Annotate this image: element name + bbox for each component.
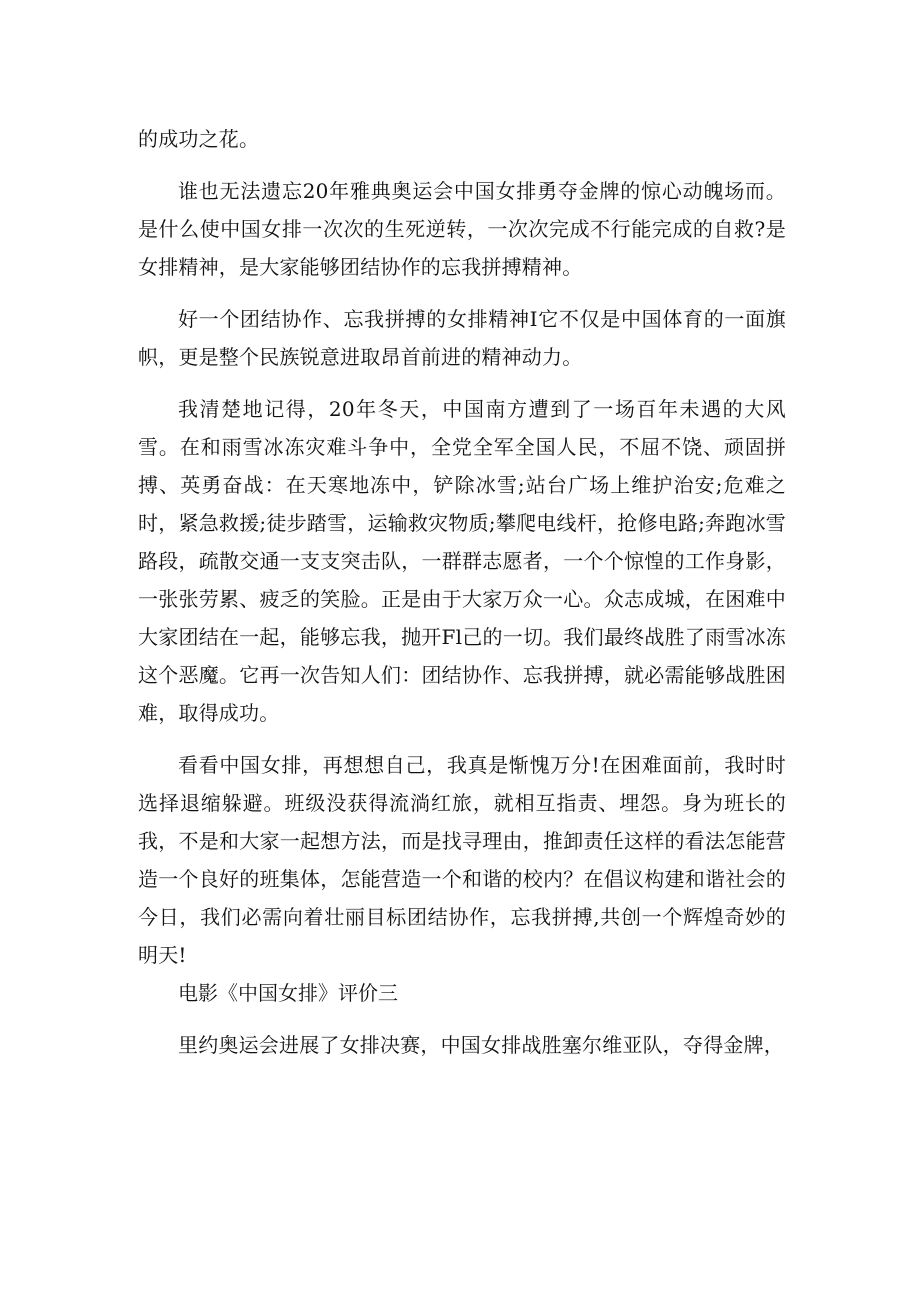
paragraph-reflection: 看看中国女排，再想想自己，我真是惭愧万分!在困难面前，我时时选择退缩躲避。班级没获得流淌红旅，就相互指责、埋怨。身为班长的我，不是和大家一起想方法，而是找寻理由，推卸责任这样的看法怎能营造一个良好的班集体，怎能营造一个和谐的校内？在倡议构建和谐社会的今日，我们必需向着壮丽目标团结协作，忘我拼搏,共创一个辉煌奇妙的明天! bbox=[138, 753, 786, 967]
paragraph-athens-olympics: 谁也无法遗忘20年雅典奥运会中国女排勇夺金牌的惊心动魄场而。是什么使中国女排一次次的生死逆转，一次次完成不行能完成的自救?是女排精神，是大家能够团结协作的忘我拼搏精神。 bbox=[138, 179, 786, 279]
paragraph-continuation: 的成功之花。 bbox=[138, 127, 260, 151]
paragraph-snowstorm: 我清楚地记得，20年冬天，中国南方遭到了一场百年未遇的大风雪。在和雨雪冰冻灾难斗争中，全党全军全国人民，不屈不饶、顽固拼搏、英勇奋战：在天寒地冻中，铲除冰雪;站台广场上维护治安;危难之时，紧急救援;徒步踏雪，运输救灾物质;攀爬电线杆，抢修电路;奔跑冰雪路段，疏散交通一支支突击队，一群群志愿者，一个个惊惶的工作身影，一张张劳累、疲乏的笑脸。正是由于大家万众一心。众志成城，在困难中大家团结在一起，能够忘我，抛开Fl己的一切。我们最终战胜了雨雪冰冻这个恶魔。它再一次告知人们：团结协作、忘我拼搏，就必需能够战胜困难，取得成功。 bbox=[138, 397, 786, 725]
paragraph-rio-olympics: 里约奥运会进展了女排决赛，中国女排战胜塞尔维亚队，夺得金牌， bbox=[178, 1033, 784, 1057]
paragraph-volleyball-spirit: 好一个团结协作、忘我拼搏的女排精神I它不仅是中国体育的一面旗帜，更是整个民族锐意进取昂首前进的精神动力。 bbox=[138, 307, 786, 369]
section-heading: 电影《中国女排》评价三 bbox=[178, 981, 398, 1005]
document-body bbox=[138, 120, 786, 1064]
